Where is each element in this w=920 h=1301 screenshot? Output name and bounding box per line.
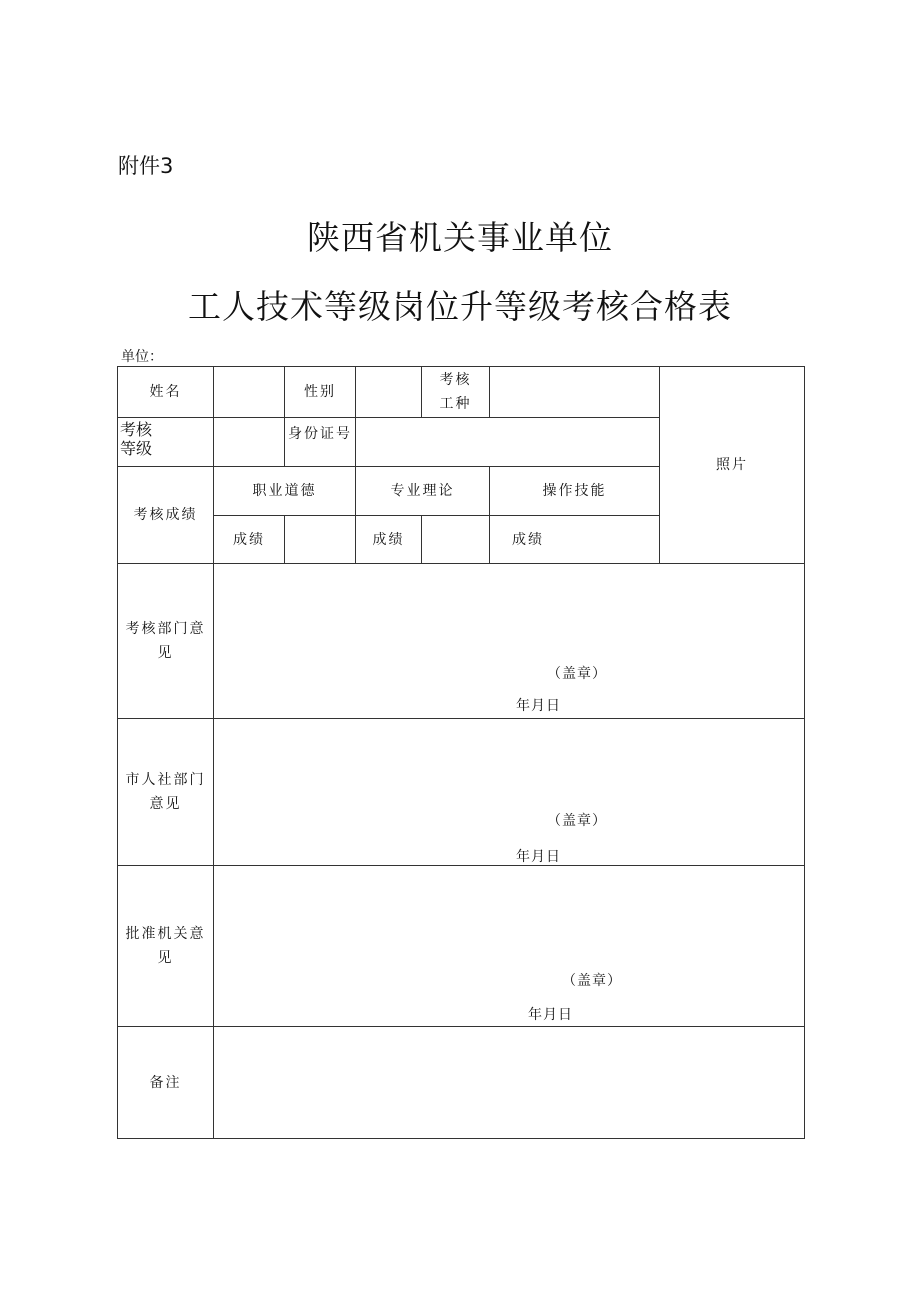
approval-authority-label [118,866,214,1027]
assessment-dept-label-line1: 考核部门意 [125,621,206,637]
remarks-label: 备注 [118,1027,214,1139]
date-label: 年月日 [528,1007,573,1023]
name-field[interactable] [214,367,285,418]
gender-field[interactable] [356,367,422,418]
table-row [118,564,805,719]
unit-label: 单位： [121,349,163,365]
page-title-line1: 陕西省机关事业单位 [307,218,613,257]
page-title-line2: 工人技术等级岗位升等级考核合格表 [188,287,732,326]
theory-grade-label: 成绩 [356,516,422,564]
theory-label: 专业理论 [356,467,490,516]
level-label-line2: 等级 [120,439,153,458]
seal-label: （盖章） [562,973,622,989]
hr-dept-label-line1: 市人社部门 [125,772,206,788]
photo-cell[interactable] [660,367,805,564]
level-label [118,418,214,467]
score-label: 考核成绩 [118,467,214,564]
gender-label: 性别 [285,367,356,418]
photo-label: 照片 [716,457,748,473]
remarks-field[interactable] [214,1027,805,1139]
id-number-field[interactable] [356,418,660,467]
approval-authority-label-line1: 批准机关意 [125,926,206,942]
qualification-form-table [117,366,805,1139]
work-type-label [422,367,490,418]
hr-dept-opinion-field[interactable] [214,719,805,866]
seal-label: （盖章） [547,666,607,682]
skill-grade-cell[interactable] [490,516,660,564]
table-row [118,719,805,866]
ethics-label: 职业道德 [214,467,356,516]
id-number-label: 身份证号 [285,418,356,467]
work-type-field[interactable] [490,367,660,418]
approval-authority-opinion-field[interactable] [214,866,805,1027]
ethics-grade-label: 成绩 [214,516,285,564]
skill-label: 操作技能 [490,467,660,516]
hr-dept-label [118,719,214,866]
date-label: 年月日 [516,698,561,714]
theory-grade-field[interactable] [422,516,490,564]
level-label-line1: 考核 [120,420,153,439]
assessment-dept-label [118,564,214,719]
seal-label: （盖章） [547,813,607,829]
name-label: 姓名 [118,367,214,418]
hr-dept-label-line2: 意见 [149,796,182,812]
date-label: 年月日 [516,849,561,865]
skill-grade-label: 成绩 [512,531,544,548]
annex-label: 附件3 [118,154,174,178]
assessment-dept-opinion-field[interactable] [214,564,805,719]
table-row [118,367,805,418]
level-field[interactable] [214,418,285,467]
ethics-grade-field[interactable] [285,516,356,564]
table-row [118,866,805,1027]
work-type-label-line2: 工种 [439,396,472,412]
approval-authority-label-line2: 见 [157,950,174,966]
table-row [118,1027,805,1139]
assessment-dept-label-line2: 见 [157,645,174,661]
work-type-label-line1: 考核 [439,372,472,388]
